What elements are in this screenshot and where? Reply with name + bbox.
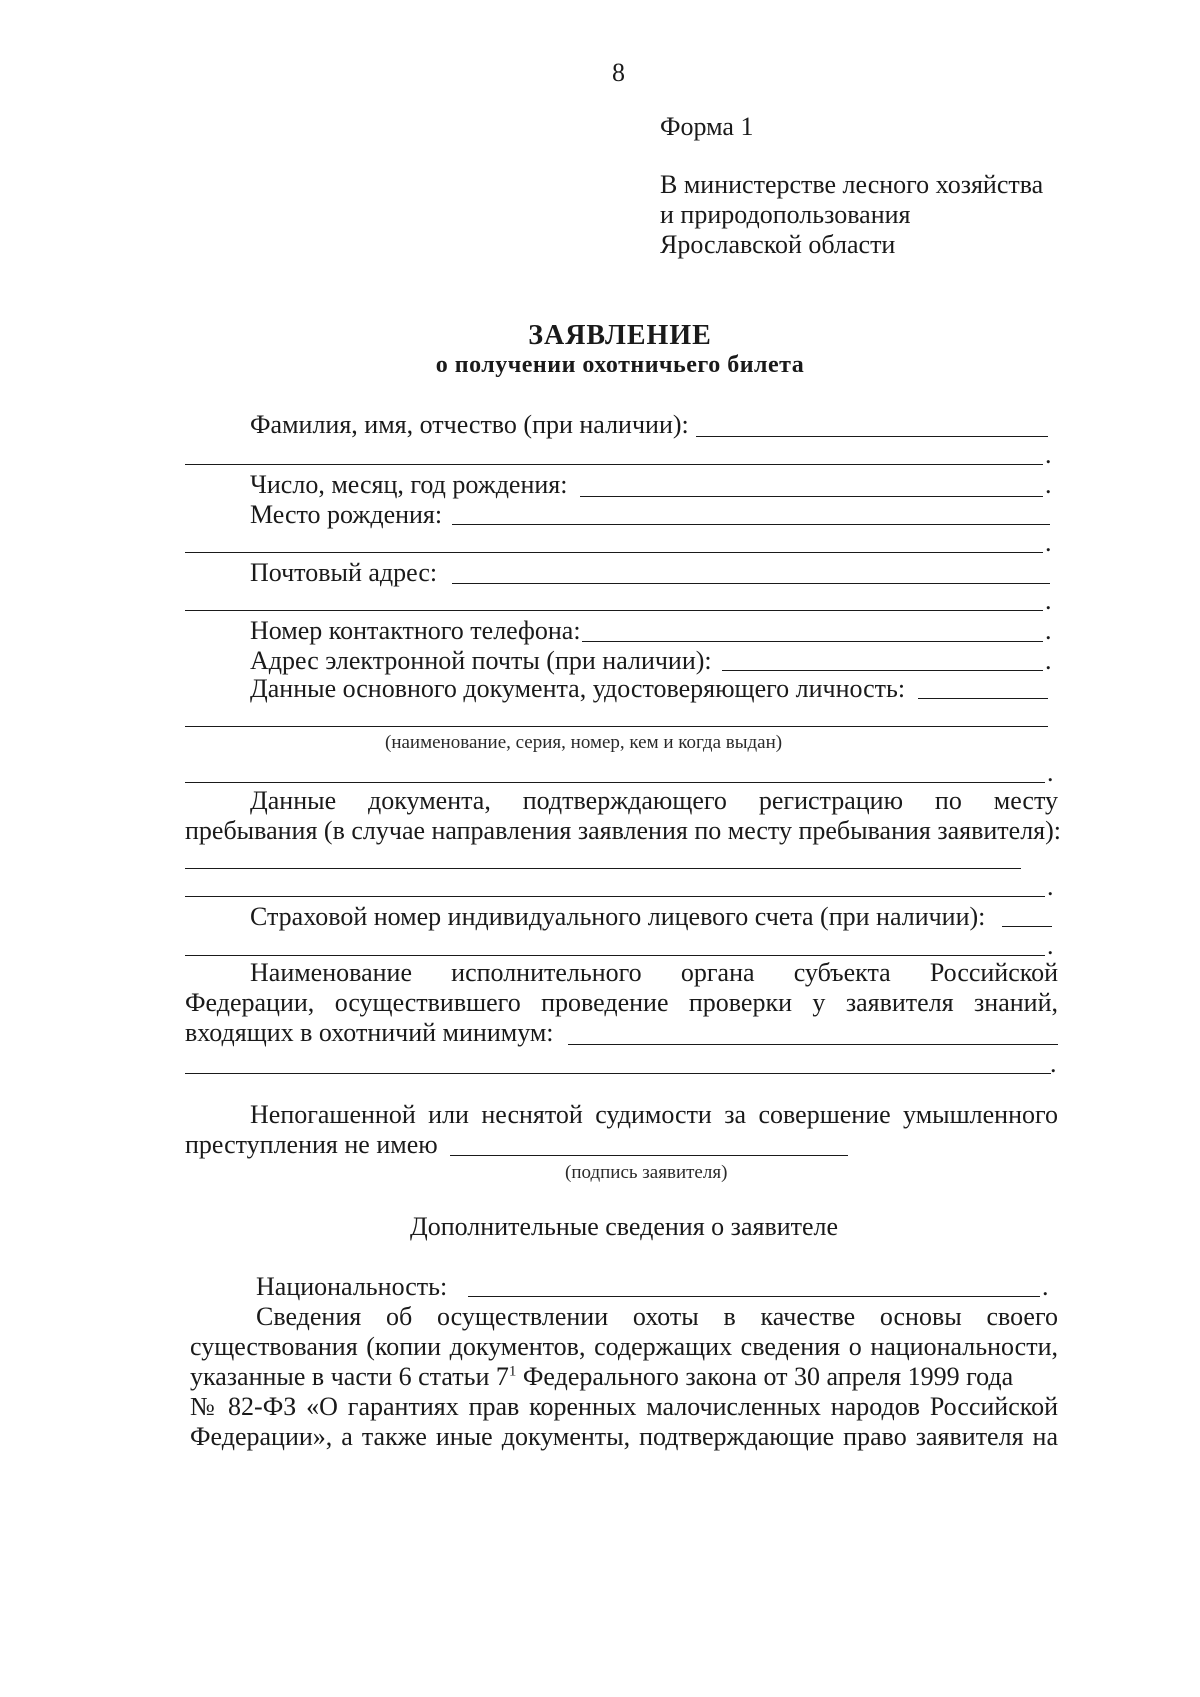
document-title: ЗАЯВЛЕНИЕ — [528, 320, 712, 351]
addressee-line-1: В министерстве лесного хозяйства — [660, 170, 1044, 199]
additional-text-line-1: Сведения об осуществлении охоты в качестве основы своего — [256, 1302, 1058, 1331]
conviction-line-2: преступления не имею — [185, 1130, 438, 1159]
id-document-label: Данные основного документа, удостоверяющего личность: — [250, 674, 906, 703]
phone-input-line[interactable] — [582, 641, 1043, 642]
period: . — [1047, 758, 1054, 787]
additional-text-line-3 — [190, 1362, 1058, 1392]
period: . — [1047, 872, 1054, 901]
birth-place-input-line[interactable] — [452, 524, 1050, 525]
period: . — [1047, 931, 1054, 960]
authority-label-line-3: входящих в охотничий минимум: — [185, 1018, 554, 1047]
birth-date-label: Число, месяц, год рождения: — [250, 470, 568, 499]
birth-place-label: Место рождения: — [250, 500, 443, 529]
postal-address-label: Почтовый адрес: — [250, 558, 438, 587]
authority-input-line-2[interactable] — [185, 1073, 1051, 1074]
authority-label-line-1: Наименование исполнительного органа субъекта Российской — [250, 958, 1058, 987]
authority-label-line-2: Федерации, осуществившего проведение проверки у заявителя знаний, — [185, 988, 1058, 1017]
fio-label: Фамилия, имя, отчество (при наличии): — [250, 410, 689, 439]
period: . — [1045, 646, 1052, 675]
nationality-input-line[interactable] — [468, 1296, 1040, 1297]
addressee-line-3: Ярославской области — [660, 230, 896, 259]
snils-input-line[interactable] — [1002, 926, 1052, 927]
form-label: Форма 1 — [660, 112, 754, 141]
registration-input-line[interactable] — [185, 868, 1021, 869]
snils-label: Страховой номер индивидуального лицевого счета (при наличии): — [250, 902, 986, 931]
id-document-input-line-2[interactable] — [185, 726, 1048, 727]
id-document-hint: (наименование, серия, номер, кем и когда выдан) — [385, 732, 783, 753]
registration-input-line-2[interactable] — [185, 896, 1045, 897]
postal-address-input-line-2[interactable] — [185, 610, 1043, 611]
period: . — [1042, 1272, 1049, 1301]
phone-label: Номер контактного телефона: — [250, 616, 581, 645]
id-document-input-line-3[interactable] — [185, 782, 1045, 783]
period: . — [1050, 1049, 1057, 1078]
registration-label-line-2: пребывания (в случае направления заявления по месту пребывания заявителя): — [185, 816, 1062, 845]
superscript: 1 — [508, 1363, 517, 1380]
period: . — [1045, 616, 1052, 645]
additional-heading: Дополнительные сведения о заявителе — [410, 1212, 839, 1241]
additional-text-line-3-a: указанные в части 6 статьи $7^1$ Федерального закона от 30 апреля 1999 года — [190, 1362, 1014, 1391]
id-document-input-line[interactable] — [918, 698, 1048, 699]
period: . — [1045, 586, 1052, 615]
birth-place-input-line-2[interactable] — [185, 552, 1043, 553]
email-input-line[interactable] — [722, 670, 1043, 671]
period: . — [1045, 528, 1052, 557]
email-label: Адрес электронной почты (при наличии): — [250, 646, 712, 675]
page-number: 8 — [612, 58, 625, 87]
registration-label-line-1: Данные документа, подтверждающего регистрацию по месту — [250, 786, 1058, 815]
fio-input-line[interactable] — [696, 436, 1048, 437]
additional-text-line-2: существования (копии документов, содержащих сведения о национальности, — [190, 1332, 1058, 1361]
period: . — [1045, 440, 1052, 469]
additional-text-line-5: Федерации», а также иные документы, подтверждающие право заявителя на — [190, 1422, 1058, 1451]
conviction-line-1: Непогашенной или неснятой судимости за совершение умышленного — [250, 1100, 1058, 1129]
document-subtitle: о получении охотничьего билета — [435, 352, 805, 378]
signature-hint: (подпись заявителя) — [565, 1162, 728, 1183]
snils-input-line-2[interactable] — [185, 955, 1045, 956]
postal-address-input-line[interactable] — [452, 583, 1050, 584]
additional-text-line-4: № 82-ФЗ «О гарантиях прав коренных малочисленных народов Российской — [190, 1392, 1058, 1421]
fio-input-line-2[interactable] — [185, 464, 1043, 465]
birth-date-input-line[interactable] — [580, 496, 1043, 497]
addressee-line-2: и природопользования — [660, 200, 911, 229]
authority-input-line[interactable] — [568, 1044, 1058, 1045]
period: . — [1045, 470, 1052, 499]
signature-line[interactable] — [450, 1155, 848, 1156]
nationality-label: Национальность: — [256, 1272, 448, 1301]
